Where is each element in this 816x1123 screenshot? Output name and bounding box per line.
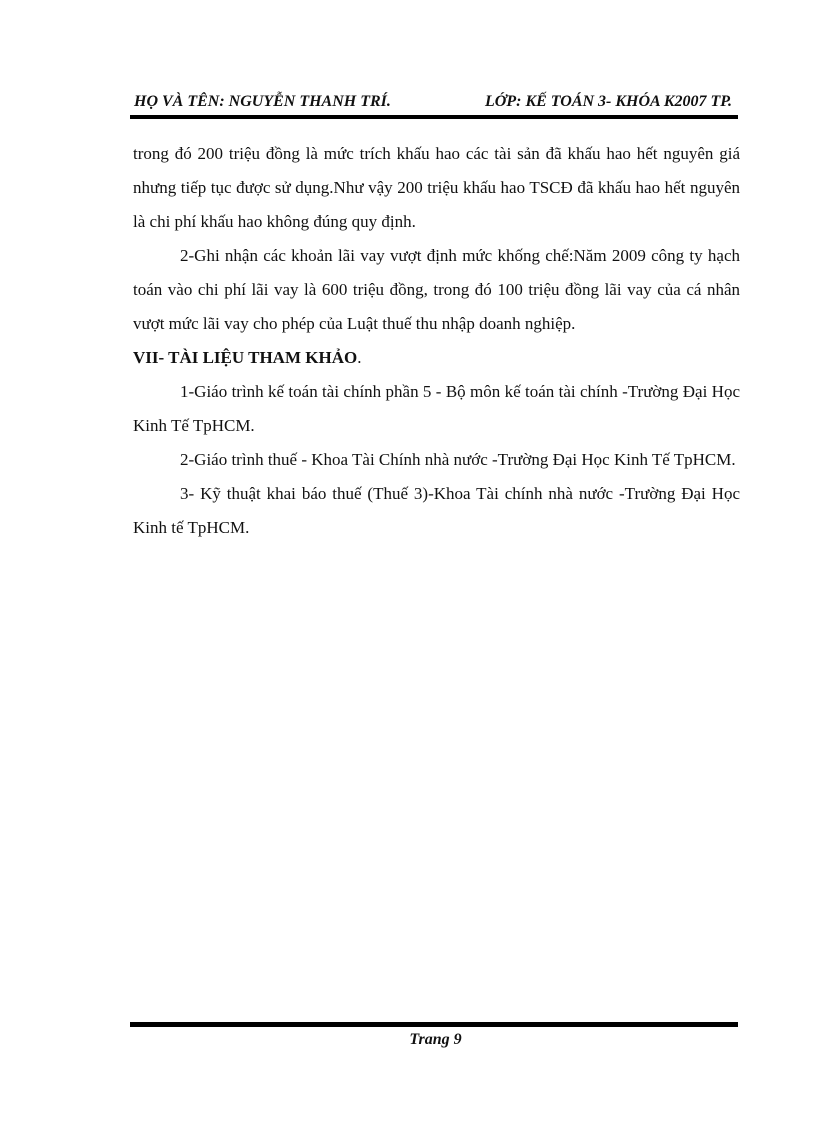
reference-item: 2-Giáo trình thuế - Khoa Tài Chính nhà nước -Trường Đại Học Kinh Tế TpHCM.: [180, 450, 736, 469]
reference-item: 3- Kỹ thuật khai báo thuế (Thuế 3)-Khoa Tài chính nhà nước -Trường Đại Học Kinh tế TpHCM.: [133, 484, 740, 537]
page-header: [132, 89, 738, 113]
section-heading-text: VII- TÀI LIỆU THAM KHẢO: [133, 348, 358, 367]
page-number: Trang 9: [409, 1031, 462, 1048]
author-name: HỌ VÀ TÊN: NGUYỄN THANH TRÍ.: [134, 93, 391, 110]
body-paragraph: 2-Ghi nhận các khoản lãi vay vượt định mức khống chế:Năm 2009 công ty hạch toán vào chi phí lãi vay là 600 triệu đồng, trong đó 100 triệu đồng lãi vay của cá nhân vượt mức lãi vay cho phép của Luật thuế thu nhập doanh nghiệp.: [133, 246, 740, 333]
section-heading-period: .: [357, 348, 362, 367]
header-divider: [130, 115, 738, 119]
section-heading: [133, 341, 740, 375]
class-info: LỚP: KẾ TOÁN 3- KHÓA K2007 TP.: [485, 93, 732, 110]
footer-divider: [130, 1022, 738, 1027]
reference-item: 1-Giáo trình kế toán tài chính phần 5 - Bộ môn kế toán tài chính -Trường Đại Học Kinh Tế TpHCM.: [133, 382, 740, 435]
body-paragraph: trong đó 200 triệu đồng là mức trích khấu hao các tài sản đã khấu hao hết nguyên giá nhưng tiếp tục được sử dụng.Như vậy 200 triệu khấu hao TSCĐ đã khấu hao hết nguyên là chi phí khấu hao không đúng quy định.: [133, 144, 740, 231]
document-body: [133, 137, 740, 545]
